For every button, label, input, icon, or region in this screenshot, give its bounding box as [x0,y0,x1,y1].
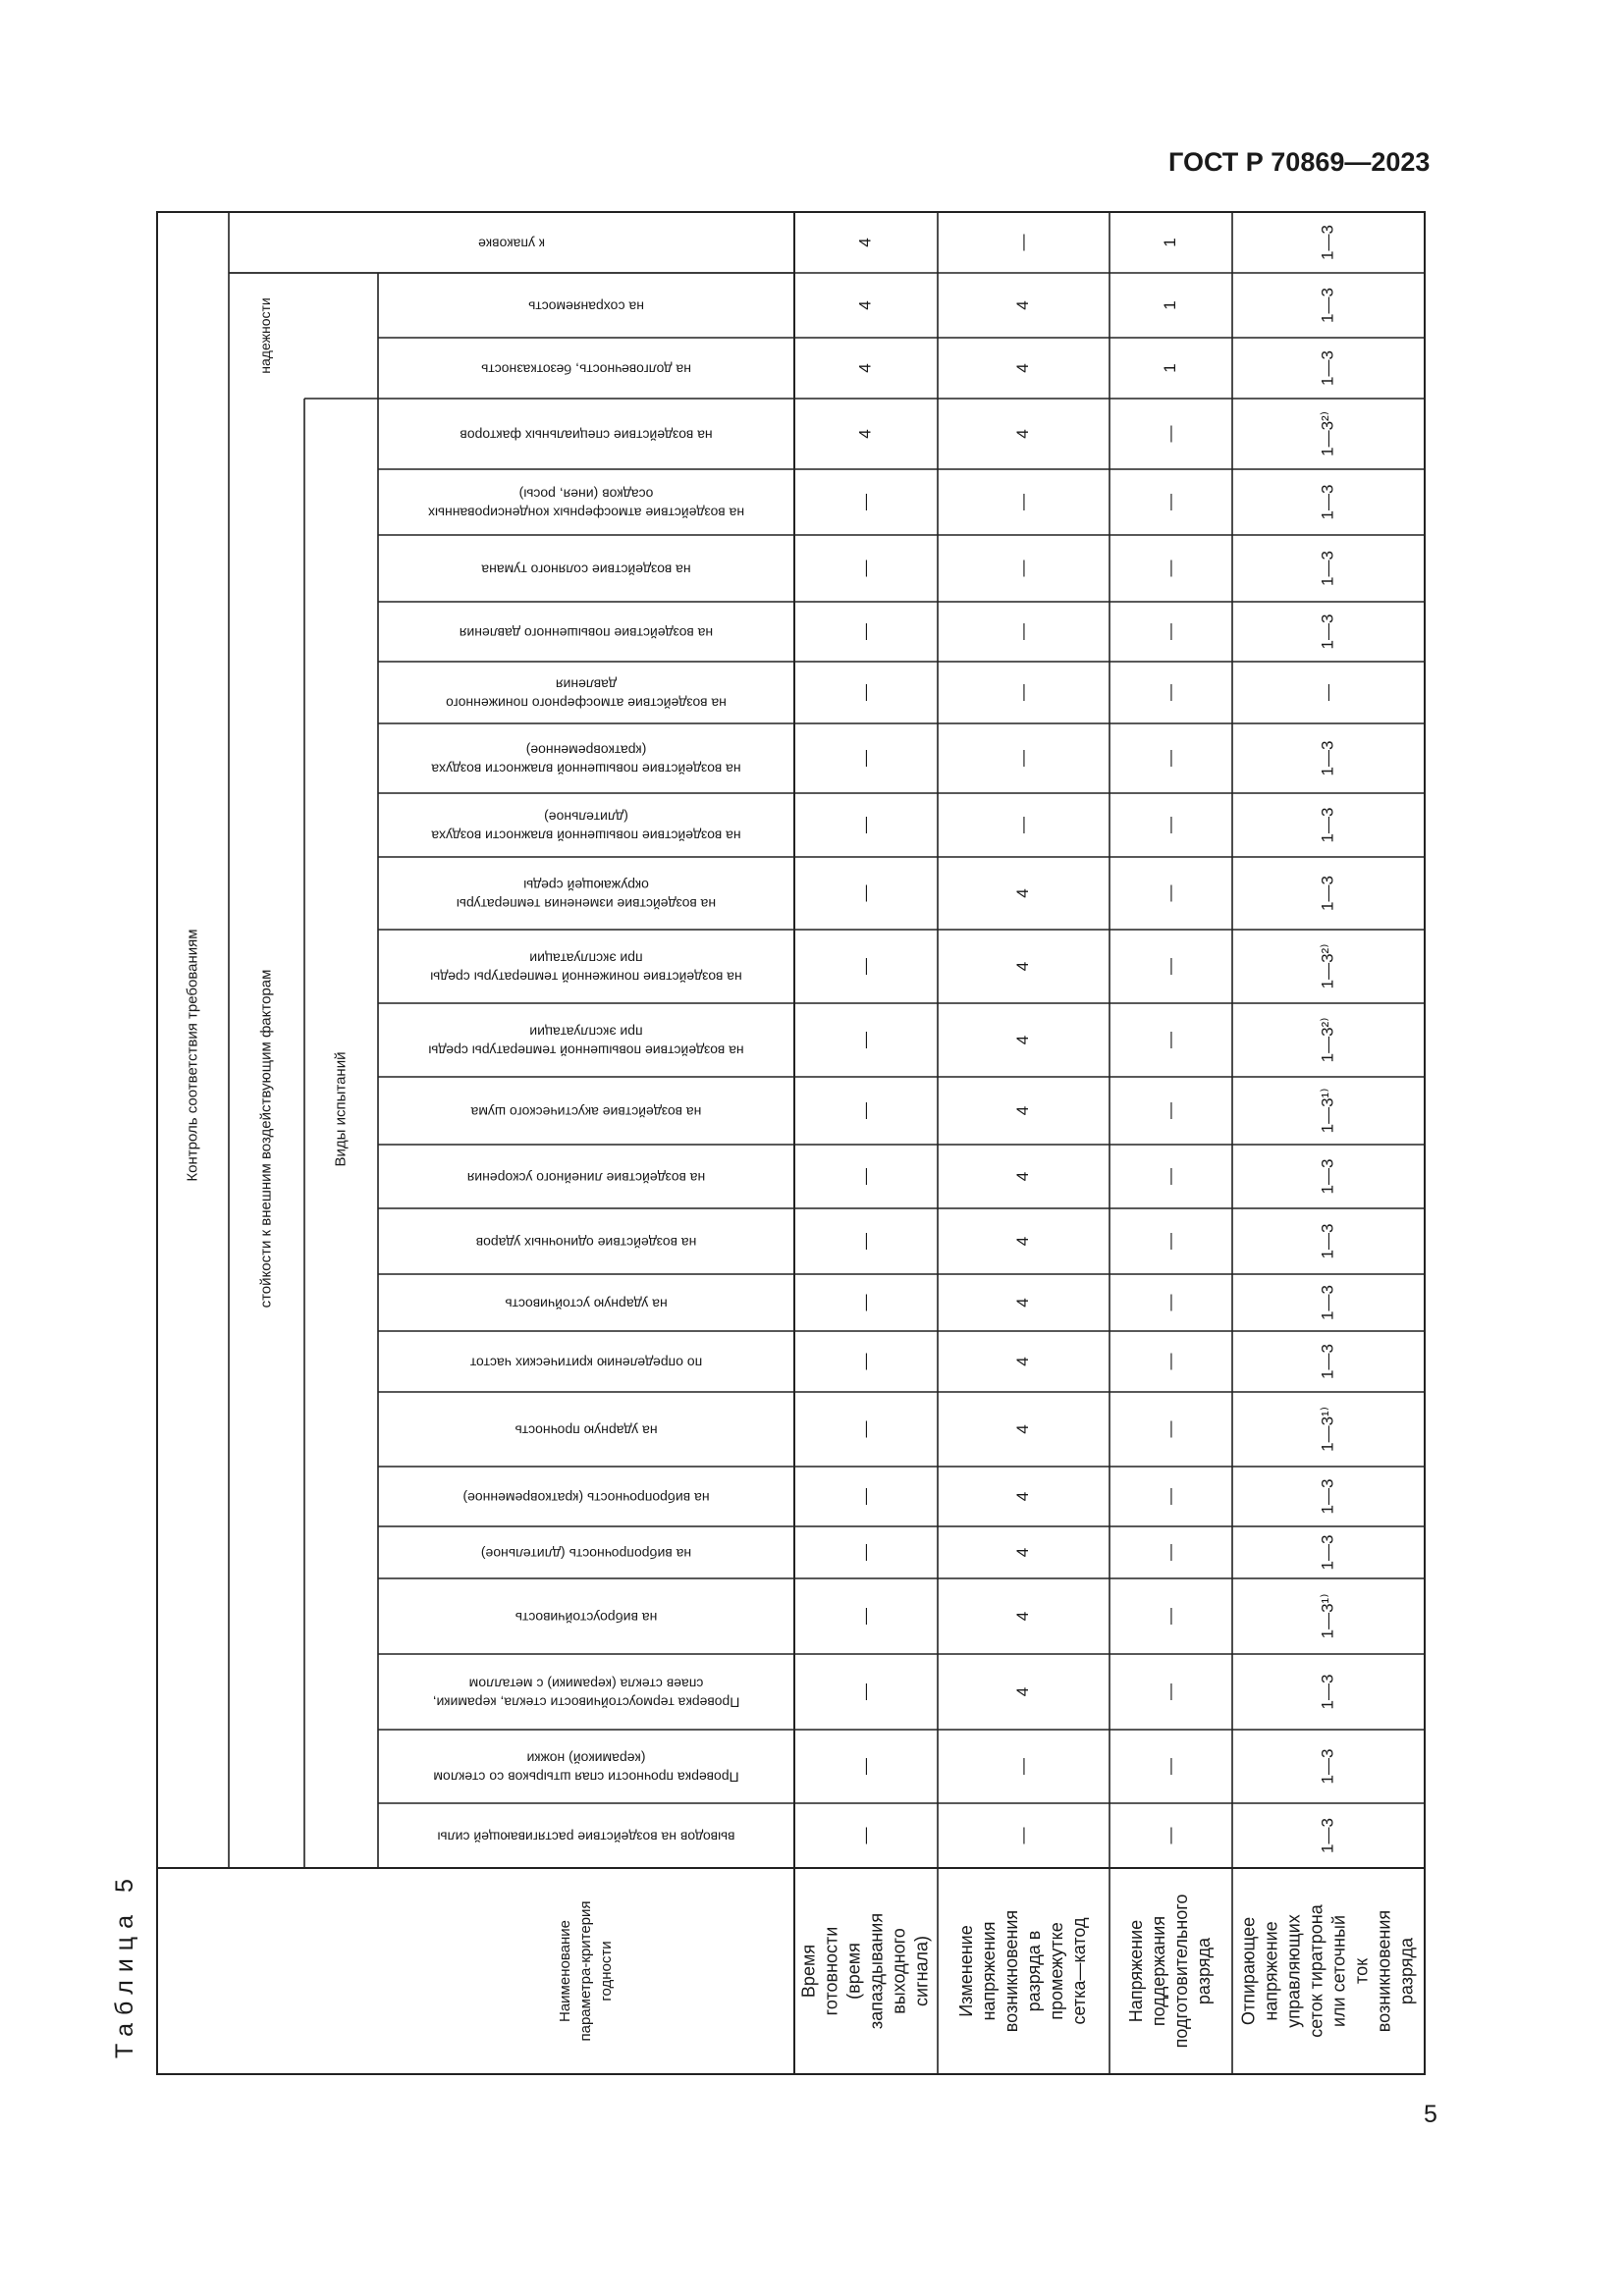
cell-value: — [1012,560,1032,577]
test-row-name: на ударную прочность [514,1422,658,1439]
cell-value: 1 [1160,300,1179,310]
cell-value: — [855,1233,875,1250]
document-code: ГОСТ Р 70869—2023 [1168,147,1431,177]
param-name: ток [1351,1958,1372,1984]
cell-value: 4 [1012,1491,1032,1502]
test-row-name: на долговечность, безотказность [481,361,691,378]
test-row-name: на воздействие соляного тумана [481,561,691,578]
cell-value: — [1160,1353,1179,1370]
cell-value: 4 [1012,1686,1032,1697]
test-row-name: (керамикой) ножки [526,1750,646,1767]
cell-value: — [855,958,875,975]
test-row-name: (длительное) [544,809,628,826]
test-row-name: выводов на воздействие растягивающей силы [437,1829,735,1845]
cell-value: — [1160,1032,1179,1048]
cell-value: — [1160,425,1179,443]
cell-value: — [1160,1294,1179,1311]
test-row-name: давления [555,676,618,693]
param-header: параметра-критерия [576,1900,594,2042]
cell-value: 4 [1012,429,1032,439]
cell-value: 1—3 [1318,1534,1337,1571]
cell-value: — [855,817,875,833]
group-stability-label: стойкости к внешним воздействующим факторам [257,969,275,1308]
test-types-label: Виды испытаний [332,1051,350,1167]
cell-value: 4 [1012,961,1032,972]
group-reliability-label: надежности [257,297,274,374]
test-row-name: окружающей среды [523,877,649,893]
test-row-name: на воздействие линейного ускорения [466,1169,706,1186]
param-name: промежутке [1046,1922,1066,2020]
cell-value: 4 [1012,1171,1032,1182]
test-row-name: Проверка термоустойчивости стекла, керамики, [432,1694,740,1711]
cell-value: — [1160,560,1179,577]
cell-value: — [855,494,875,510]
cell-value: 4 [1012,1611,1032,1622]
cell-value: 1—3²⁾ [1318,1017,1337,1063]
test-row-name: по определению критических частот [469,1355,703,1371]
cell-value: 1—3 [1318,1344,1337,1379]
test-row-name: на вибропрочность (кратковременное) [462,1489,710,1506]
cell-value: 4 [1012,1357,1032,1366]
test-row-name: на ударную устойчивость [505,1296,668,1312]
cell-value: 4 [855,300,875,310]
cell-value: — [855,1827,875,1844]
cell-value: — [1160,958,1179,975]
test-row-name: на воздействие одиночных ударов [475,1234,697,1251]
cell-value: 1—3 [1318,1748,1337,1785]
cell-value: — [1160,1827,1179,1844]
cell-value: — [855,684,875,701]
cell-value: — [1160,684,1179,701]
cell-value: — [1160,817,1179,833]
cell-value: 1 [1160,238,1179,247]
param-name: возникновения [1001,1909,1021,2033]
cell-value: — [1160,884,1179,902]
param-name: Изменение [955,1925,976,2017]
cell-value: 1—3 [1318,614,1337,650]
cell-value: 4 [855,429,875,439]
cell-value: — [855,1420,875,1438]
cell-value: — [855,1488,875,1505]
cell-value: 4 [1012,1236,1032,1247]
param-header: Наименование [556,1920,573,2022]
cell-value: 1—3 [1318,350,1337,386]
param-name: сигнала) [911,1935,932,2007]
param-name: готовности [821,1926,841,2016]
cell-value: — [1160,1420,1179,1438]
test-row-name: при эксплуатации [529,950,643,967]
test-row-name: на воздействие акустического шума [470,1103,702,1120]
test-row-name: на воздействие повышенной влажности воздуха [431,761,741,777]
cell-value: 1—3 [1318,1223,1337,1259]
cell-value: 1—3 [1318,1674,1337,1710]
cell-value: — [855,1102,875,1119]
table-caption: Таблица 5 [111,1871,138,2058]
param-name: Отпирающее [1238,1916,1259,2026]
cell-value: — [1160,1683,1179,1700]
cell-value: 1—3 [1318,807,1337,843]
test-row-name: (кратковременное) [525,742,647,759]
cell-value: — [855,884,875,902]
cell-value: — [855,1608,875,1625]
test-row-name: на воздействие атмосферного пониженного [446,695,727,712]
cell-value: — [1318,684,1337,701]
cell-value: — [1160,1488,1179,1505]
test-row-name: на воздействие повышенного давления [459,624,714,641]
test-row-name: осадков (инея, росы) [518,486,654,503]
cell-value: 1—3¹⁾ [1318,1593,1337,1639]
param-name: разряда в [1023,1930,1044,2012]
param-name: поддержания [1148,1915,1168,2027]
param-name: Время [798,1944,819,1999]
cell-value: — [855,1353,875,1370]
cell-value: 4 [1012,300,1032,310]
cell-value: — [855,1032,875,1048]
cell-value: — [1160,494,1179,510]
cell-value: — [855,1294,875,1311]
cell-value: — [1160,1544,1179,1561]
param-name: (время [843,1943,864,2000]
param-name: Напряжение [1125,1919,1146,2023]
cell-value: 4 [1012,1035,1032,1045]
test-row-name: на виброустойчивость [514,1609,658,1626]
test-row-name: на воздействие атмосферных конденсированных [427,505,745,521]
test-row-name: на воздействие повышенной влажности воздуха [431,828,741,844]
cell-value: — [1012,750,1032,767]
test-row-name: на вибропрочность (длительное) [480,1545,692,1562]
cell-value: — [1012,817,1032,833]
test-row-name: на воздействие повышенной температуры среды [428,1042,744,1059]
cell-value: 1—3¹⁾ [1318,1088,1337,1134]
cell-value: 4 [1012,888,1032,898]
test-row-name: на сохраняемость [528,298,644,315]
cell-value: — [1012,684,1032,701]
test-row-name: Проверка прочности спая штырьков со стеклом [433,1769,739,1786]
param-name: сеток тиратрона [1306,1904,1326,2038]
cell-value: — [1160,1102,1179,1119]
cell-value: 4 [855,363,875,373]
cell-value: 1—3 [1318,288,1337,323]
param-name: управляющих [1283,1914,1304,2028]
param-name: разряда [1396,1937,1417,2005]
page-number: 5 [1424,2101,1437,2128]
cell-value: 1—3 [1318,225,1337,260]
param-name: выходного [889,1928,909,2014]
cell-value: — [1012,623,1032,640]
param-name: разряда [1193,1937,1214,2005]
test-row-name: к упаковке [478,236,545,252]
test-row-name: на воздействие специальных факторов [460,427,713,444]
cell-value: — [1160,1608,1179,1625]
cell-value: — [1160,1168,1179,1185]
group-main-label: Контроль соответствия требованиям [184,929,201,1182]
cell-value: 1—3 [1318,484,1337,520]
cell-value: 4 [855,238,875,247]
param-name: сетка—катод [1068,1917,1089,2025]
cell-value: 1—3²⁾ [1318,943,1337,989]
param-name: напряжения [978,1921,999,2021]
cell-value: 4 [1012,363,1032,373]
cell-value: — [855,560,875,577]
cell-value: 1—3 [1318,1285,1337,1320]
cell-value: — [1012,1758,1032,1775]
param-name: возникновения [1374,1909,1394,2033]
cell-value: — [1012,494,1032,510]
cell-value: 1—3 [1318,740,1337,776]
cell-value: — [855,750,875,767]
test-row-name: на воздействие пониженной температуры среды [430,969,742,986]
cell-value: 1—3²⁾ [1318,411,1337,456]
param-header: годности [597,1941,615,2002]
cell-value: — [855,1544,875,1561]
param-name: запаздывания [866,1912,887,2030]
cell-value: — [855,623,875,640]
cell-value: — [1160,1233,1179,1250]
cell-value: 4 [1012,1105,1032,1116]
param-name: напряжение [1261,1921,1281,2021]
test-row-name: при эксплуатации [529,1024,643,1041]
cell-value: 1—3 [1318,1478,1337,1515]
cell-value: — [1160,1758,1179,1775]
cell-value: — [1012,234,1032,251]
cell-value: 1—3 [1318,876,1337,911]
param-name: подготовительного [1170,1894,1191,2049]
cell-value: 4 [1012,1298,1032,1308]
cell-value: 4 [1012,1424,1032,1434]
cell-value: — [1012,1827,1032,1844]
cell-value: 1—3¹⁾ [1318,1407,1337,1452]
cell-value: — [1160,750,1179,767]
cell-value: 1—3 [1318,1818,1337,1853]
cell-value: 1 [1160,363,1179,373]
cell-value: — [1160,623,1179,640]
cell-value: 1—3 [1318,1158,1337,1195]
cell-value: — [855,1683,875,1700]
cell-value: 1—3 [1318,551,1337,586]
test-row-name: спаев стекла (керамики) с металлом [468,1676,704,1692]
cell-value: — [855,1168,875,1185]
param-name: или сеточный [1328,1915,1349,2027]
test-row-name: на воздействие изменения температуры [456,895,717,912]
cell-value: 4 [1012,1547,1032,1558]
cell-value: — [855,1758,875,1775]
